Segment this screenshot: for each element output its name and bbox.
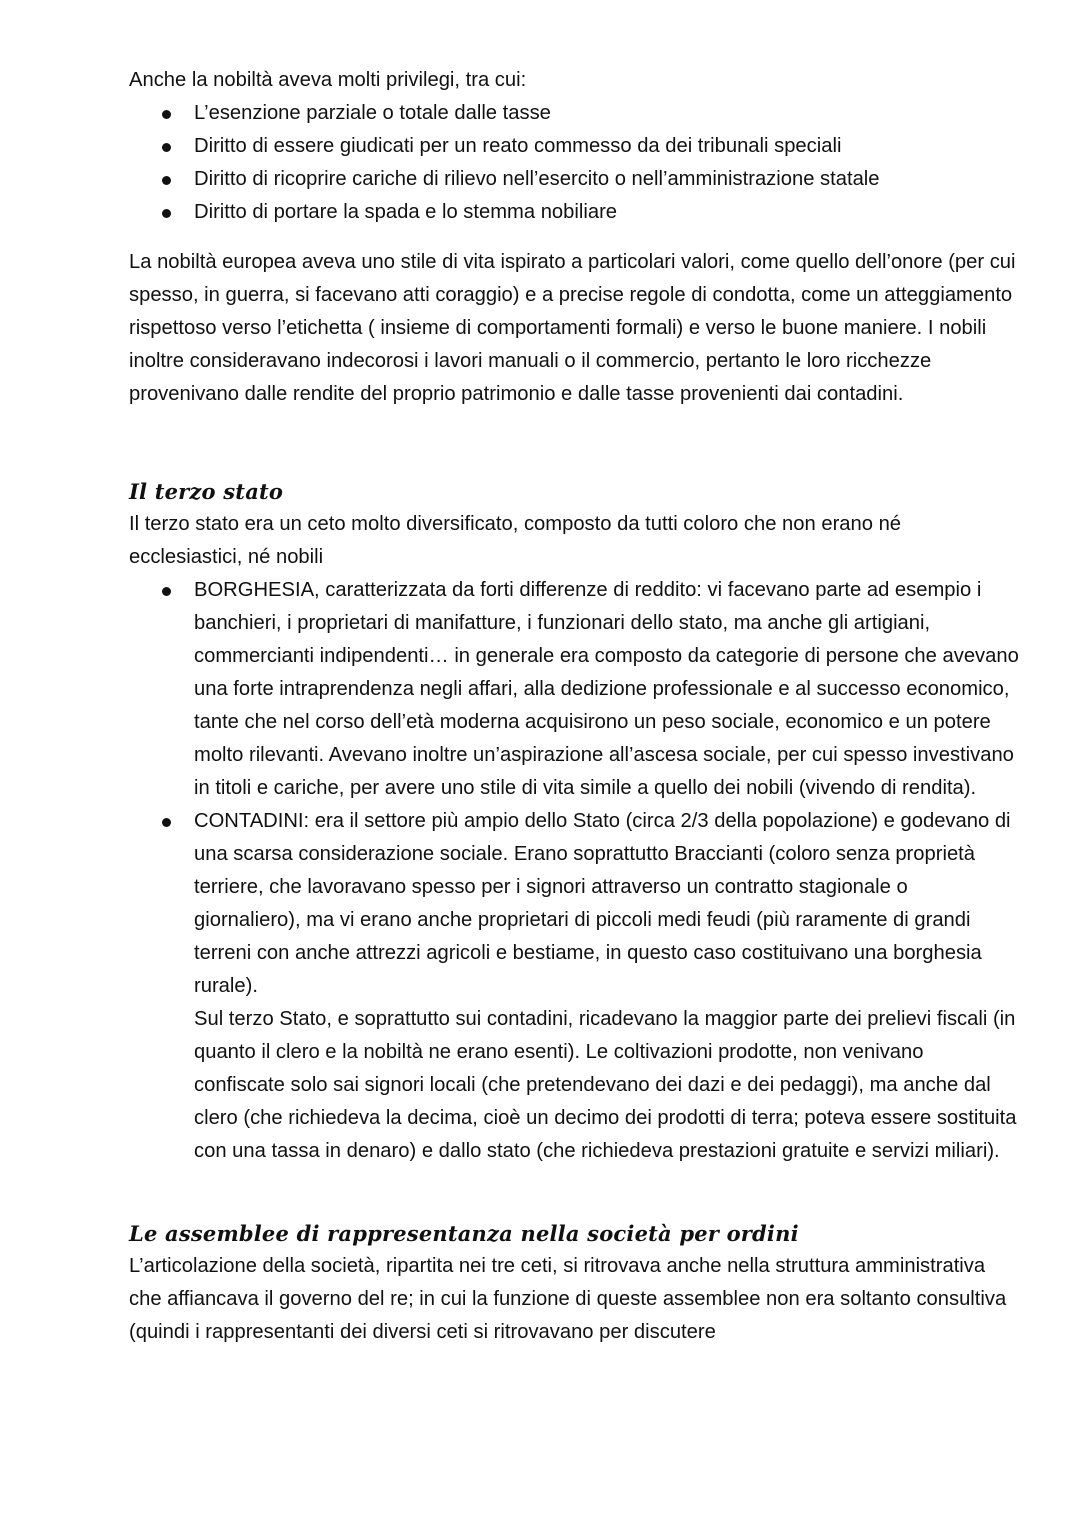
bullet-icon xyxy=(162,587,171,596)
heading-assemblies: Le assemblee di rappresentanza nella società per ordini xyxy=(129,1221,799,1246)
bullet-icon xyxy=(162,176,171,185)
document-page xyxy=(129,64,1019,1349)
nobility-intro: Anche la nobiltà aveva molti privilegi, tra cui: xyxy=(129,69,527,91)
peasants-continuation: Sul terzo Stato, e soprattutto sui contadini, ricadevano la maggior parte dei prelievi fiscali (in quanto il clero e la nobiltà ne erano esenti). Le coltivazioni prodotte, non venivano confiscate solo sai signori locali (che pretendevano dei dazi e dei pedaggi), ma anche dal clero (che richiedeva la decima, cioè un decimo dei prodotti di terra; poteva essere sostituita con una tassa in denaro) e dallo stato (che richiedeva prestazioni gratuite e servizi miliari). xyxy=(194,1008,1017,1162)
list-item: BORGHESIA, caratterizzata da forti differenze di reddito: vi facevano parte ad esempio i banchieri, i proprietari di manifatture, i funzionari dello stato, ma anche gli artigiani, commercianti indipendenti… in generale era composto da categorie di persone che avevano una forte intraprendenza negli affari, alla dedizione professionale e al successo economico, tante che nel corso dell’età moderna acquisirono un peso sociale, economico e un potere molto rilevanti. Avevano inoltre un’aspirazione all’ascesa sociale, per cui spesso investivano in titoli e cariche, per avere uno stile di vita simile a quello dei nobili (vivendo di rendita). xyxy=(129,574,1019,805)
heading-third-estate: Il terzo stato xyxy=(129,479,284,504)
list-item: Diritto di essere giudicati per un reato commesso da dei tribunali speciali xyxy=(129,130,1019,163)
list-item: CONTADINI: era il settore più ampio dello Stato (circa 2/3 della popolazione) e godevano di una scarsa considerazione sociale. Erano soprattutto Braccianti (coloro senza proprietà terriere, che lavoravano spesso per i signori attraverso un contratto stagionale o giornaliero), ma vi erano anche proprietari di piccoli medi feudi (più raramente di grandi terreni con anche attrezzi agricoli e bestiame, in questo caso costituivano una borghesia rurale). Sul terzo Stato, e soprattutto sui contadini, ricadevano la maggior parte dei prelievi fiscali (in quanto il clero e la nobiltà ne erano esenti). Le coltivazioni prodotte, non venivano confiscate solo sai signori locali (che pretendevano dei dazi e dei pedaggi), ma anche dal clero (che richiedeva la decima, cioè un decimo dei prodotti di terra; poteva essere sostituita con una tassa in denaro) e dallo stato (che richiedeva prestazioni gratuite e servizi miliari). xyxy=(129,805,1019,1168)
third-estate-list xyxy=(129,574,1019,1168)
list-item: Diritto di portare la spada e lo stemma nobiliare xyxy=(129,196,1019,229)
bullet-icon xyxy=(162,143,171,152)
nobility-paragraph: La nobiltà europea aveva uno stile di vita ispirato a particolari valori, come quello dell’onore (per cui spesso, in guerra, si facevano atti coraggio) e a precise regole di condotta, come un atteggiamento rispettoso verso l’etichetta ( insieme di comportamenti formali) e verso le buone maniere. I nobili inoltre consideravano indecorosi i lavori manuali o il commercio, pertanto le loro ricchezze provenivano dalle rendite del proprio patrimonio e dalle tasse provenienti dai contadini. xyxy=(129,251,1016,405)
nobility-privileges-list xyxy=(129,97,1019,229)
bullet-icon xyxy=(162,110,171,119)
bullet-icon xyxy=(162,209,171,218)
bullet-icon xyxy=(162,818,171,827)
list-item: L’esenzione parziale o totale dalle tasse xyxy=(129,97,1019,130)
third-estate-intro: Il terzo stato era un ceto molto diversificato, composto da tutti coloro che non erano né ecclesiastici, né nobili xyxy=(129,513,902,568)
assemblies-paragraph: L’articolazione della società, ripartita nei tre ceti, si ritrovava anche nella struttura amministrativa che affiancava il governo del re; in cui la funzione di queste assemblee non era soltanto consultiva (quindi i rappresentanti dei diversi ceti si ritrovavano per discutere xyxy=(129,1255,1007,1343)
list-item: Diritto di ricoprire cariche di rilievo nell’esercito o nell’amministrazione statale xyxy=(129,163,1019,196)
